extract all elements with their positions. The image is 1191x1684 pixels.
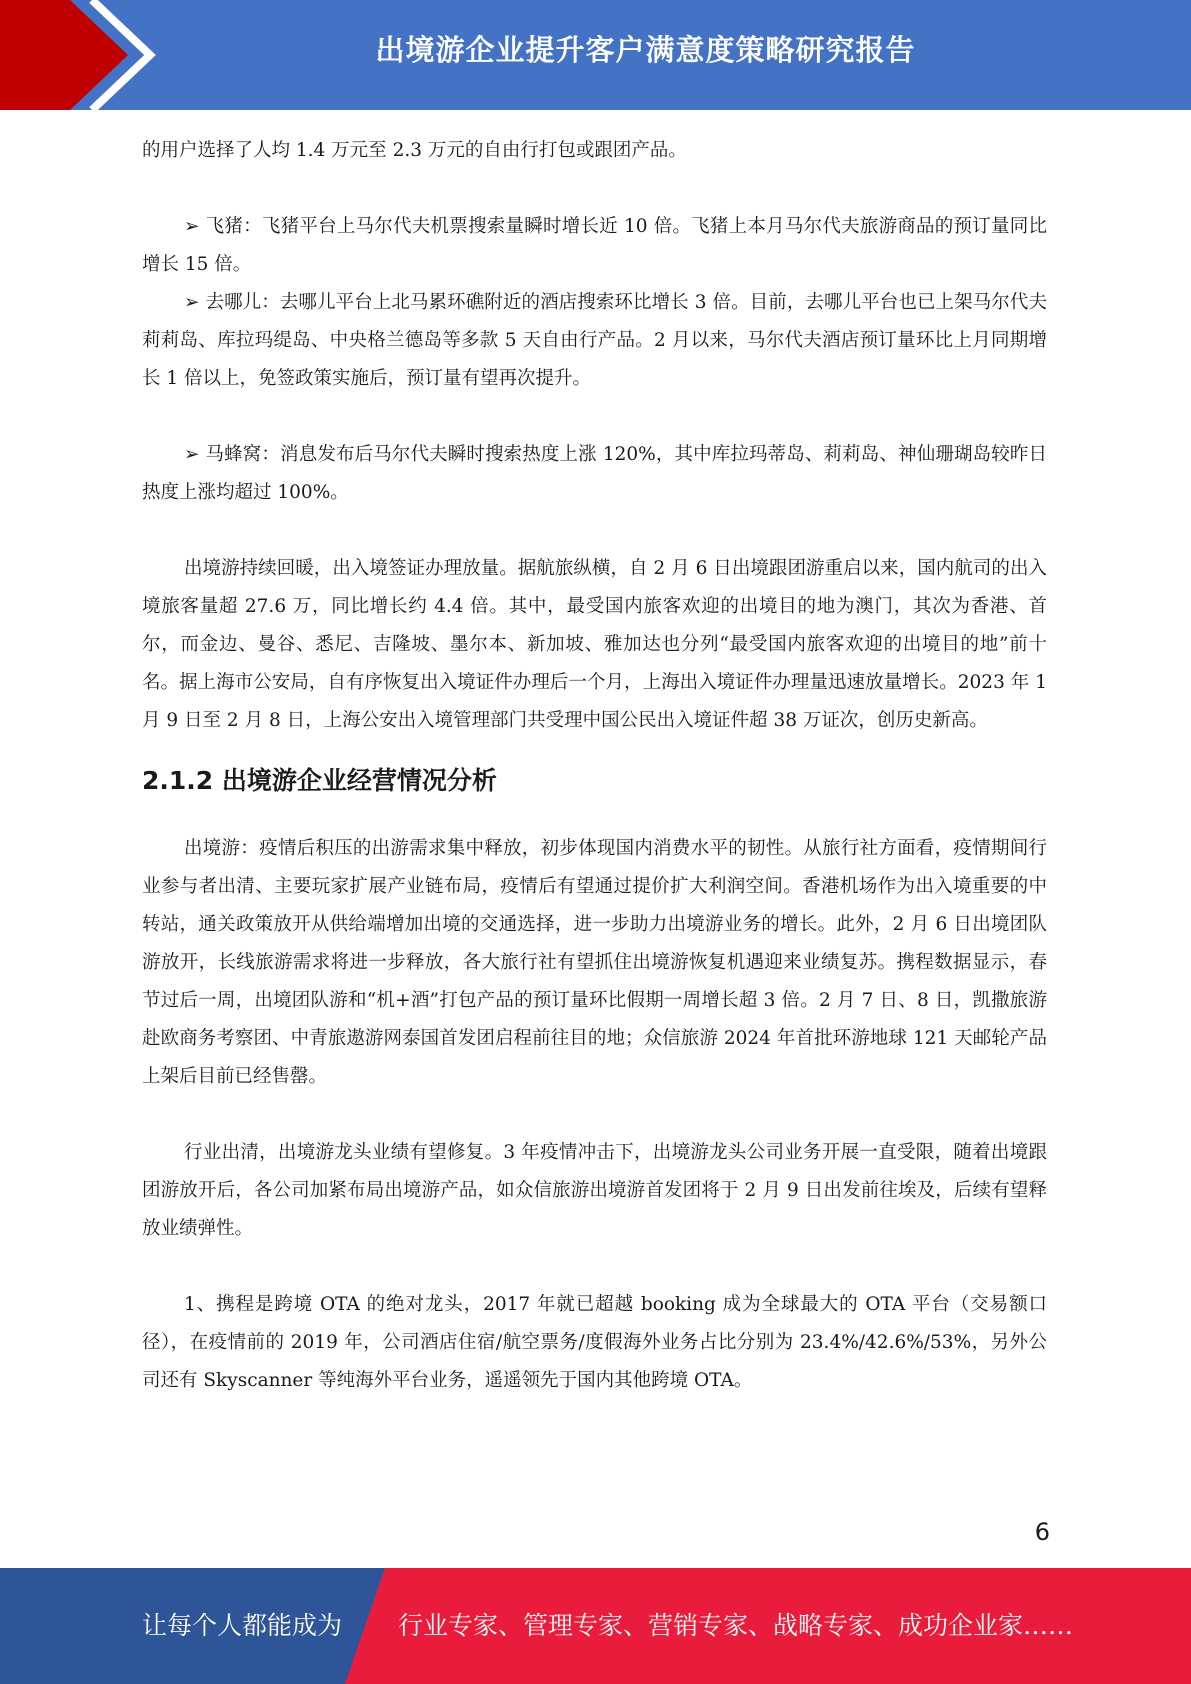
page-number: 6: [1034, 1518, 1050, 1546]
section-heading: 2.1.2 出境游企业经营情况分析: [142, 766, 497, 795]
bullet-marker: ➢: [184, 444, 200, 465]
bullet-item-fliggy: [142, 208, 1047, 284]
bullet-text: 马蜂窝：消息发布后马尔代夫瞬时搜索热度上涨 120%，其中库拉玛蒂岛、莉莉岛、神仙珊瑚岛较昨日热度上涨均超过 100%。: [142, 444, 1047, 503]
bullet-item-mafengwo: [142, 436, 1047, 512]
report-title: 出境游企业提升客户满意度策略研究报告: [375, 33, 916, 67]
paragraph-outbound-travel: 出境游：疫情后积压的出游需求集中释放，初步体现国内消费水平的韧性。从旅行社方面看，疫情期间行业参与者出清、主要玩家扩展产业链布局，疫情后有望通过提价扩大利润空间。香港机场作为出入境重要的中转站，通关政策放开从供给端增加出境的交通选择，进一步助力出境游业务的增长。此外，2 月 6 日出境团队游放开，长线旅游需求将进一步释放，各大旅行社有望抓住出境游恢复机遇迎来业绩复苏。携程数据显示，春节过后一周，出境团队游和“机+酒”打包产品的预订量环比假期一周增长超 3 倍。2 月 7 日、8 日，凯撒旅游赴欧商务考察团、中青旅遨游网泰国首发团启程前往目的地；众信旅游 2024 年首批环游地球 121 天邮轮产品上架后目前已经售罄。: [142, 838, 1047, 1087]
page-header: [0, 0, 1191, 110]
page-footer: [0, 1568, 1191, 1684]
bullet-text: 去哪儿：去哪儿平台上北马累环礁附近的酒店搜索环比增长 3 倍。目前，去哪儿平台也已上架马尔代夫莉莉岛、库拉玛缇岛、中央格兰德岛等多款 5 天自由行产品。2 月以来，马尔代夫酒店预订量环比上月同期增长 1 倍以上，免签政策实施后，预订量有望再次提升。: [142, 292, 1047, 389]
paragraph-industry-clearing: 行业出清，出境游龙头业绩有望修复。3 年疫情冲击下，出境游龙头公司业务开展一直受限，随着出境跟团游放开后，各公司加紧布局出境游产品，如众信旅游出境游首发团将于 2 月 9 日出发前往埃及，后续有望释放业绩弹性。: [142, 1142, 1047, 1239]
page-content: [142, 132, 1047, 1400]
paragraph-visa: 出境游持续回暖，出入境签证办理放量。据航旅纵横，自 2 月 6 日出境跟团游重启以来，国内航司的出入境旅客量超 27.6 万，同比增长约 4.4 倍。其中，最受国内旅客欢迎的出境目的地为澳门，其次为香港、首尔，而金边、曼谷、悉尼、吉隆坡、墨尔本、新加坡、雅加达也分列“最受国内旅客欢迎的出境目的地”前十名。据上海市公安局，自有序恢复出入境证件办理后一个月，上海出入境证件办理量迅速放量增长。2023 年 1 月 9 日至 2 月 8 日，上海公安出入境管理部门共受理中国公民出入境证件超 38 万证次，创历史新高。: [142, 558, 1047, 731]
paragraph-continuation: 的用户选择了人均 1.4 万元至 2.3 万元的自由行打包或跟团产品。: [142, 140, 687, 161]
paragraph-ctrip: 1、携程是跨境 OTA 的绝对龙头，2017 年就已超越 booking 成为全球最大的 OTA 平台（交易额口径），在疫情前的 2019 年，公司酒店住宿/航空票务/度假海外业务占比分别为 23.4%/42.6%/53%，另外公司还有 Skyscanner 等纯海外平台业务，遥遥领先于国内其他跨境 OTA。: [142, 1294, 1047, 1391]
bullet-marker: ➢: [184, 292, 200, 313]
footer-slogan-left: 让每个人都能成为: [142, 1611, 343, 1640]
footer-slogan-right: 行业专家、管理专家、营销专家、战略专家、成功企业家……: [398, 1611, 1074, 1640]
bullet-marker: ➢: [184, 216, 200, 237]
bullet-item-qunar: [142, 284, 1047, 398]
bullet-text: 飞猪：飞猪平台上马尔代夫机票搜索量瞬时增长近 10 倍。飞猪上本月马尔代夫旅游商品的预订量同比增长 15 倍。: [142, 216, 1047, 275]
